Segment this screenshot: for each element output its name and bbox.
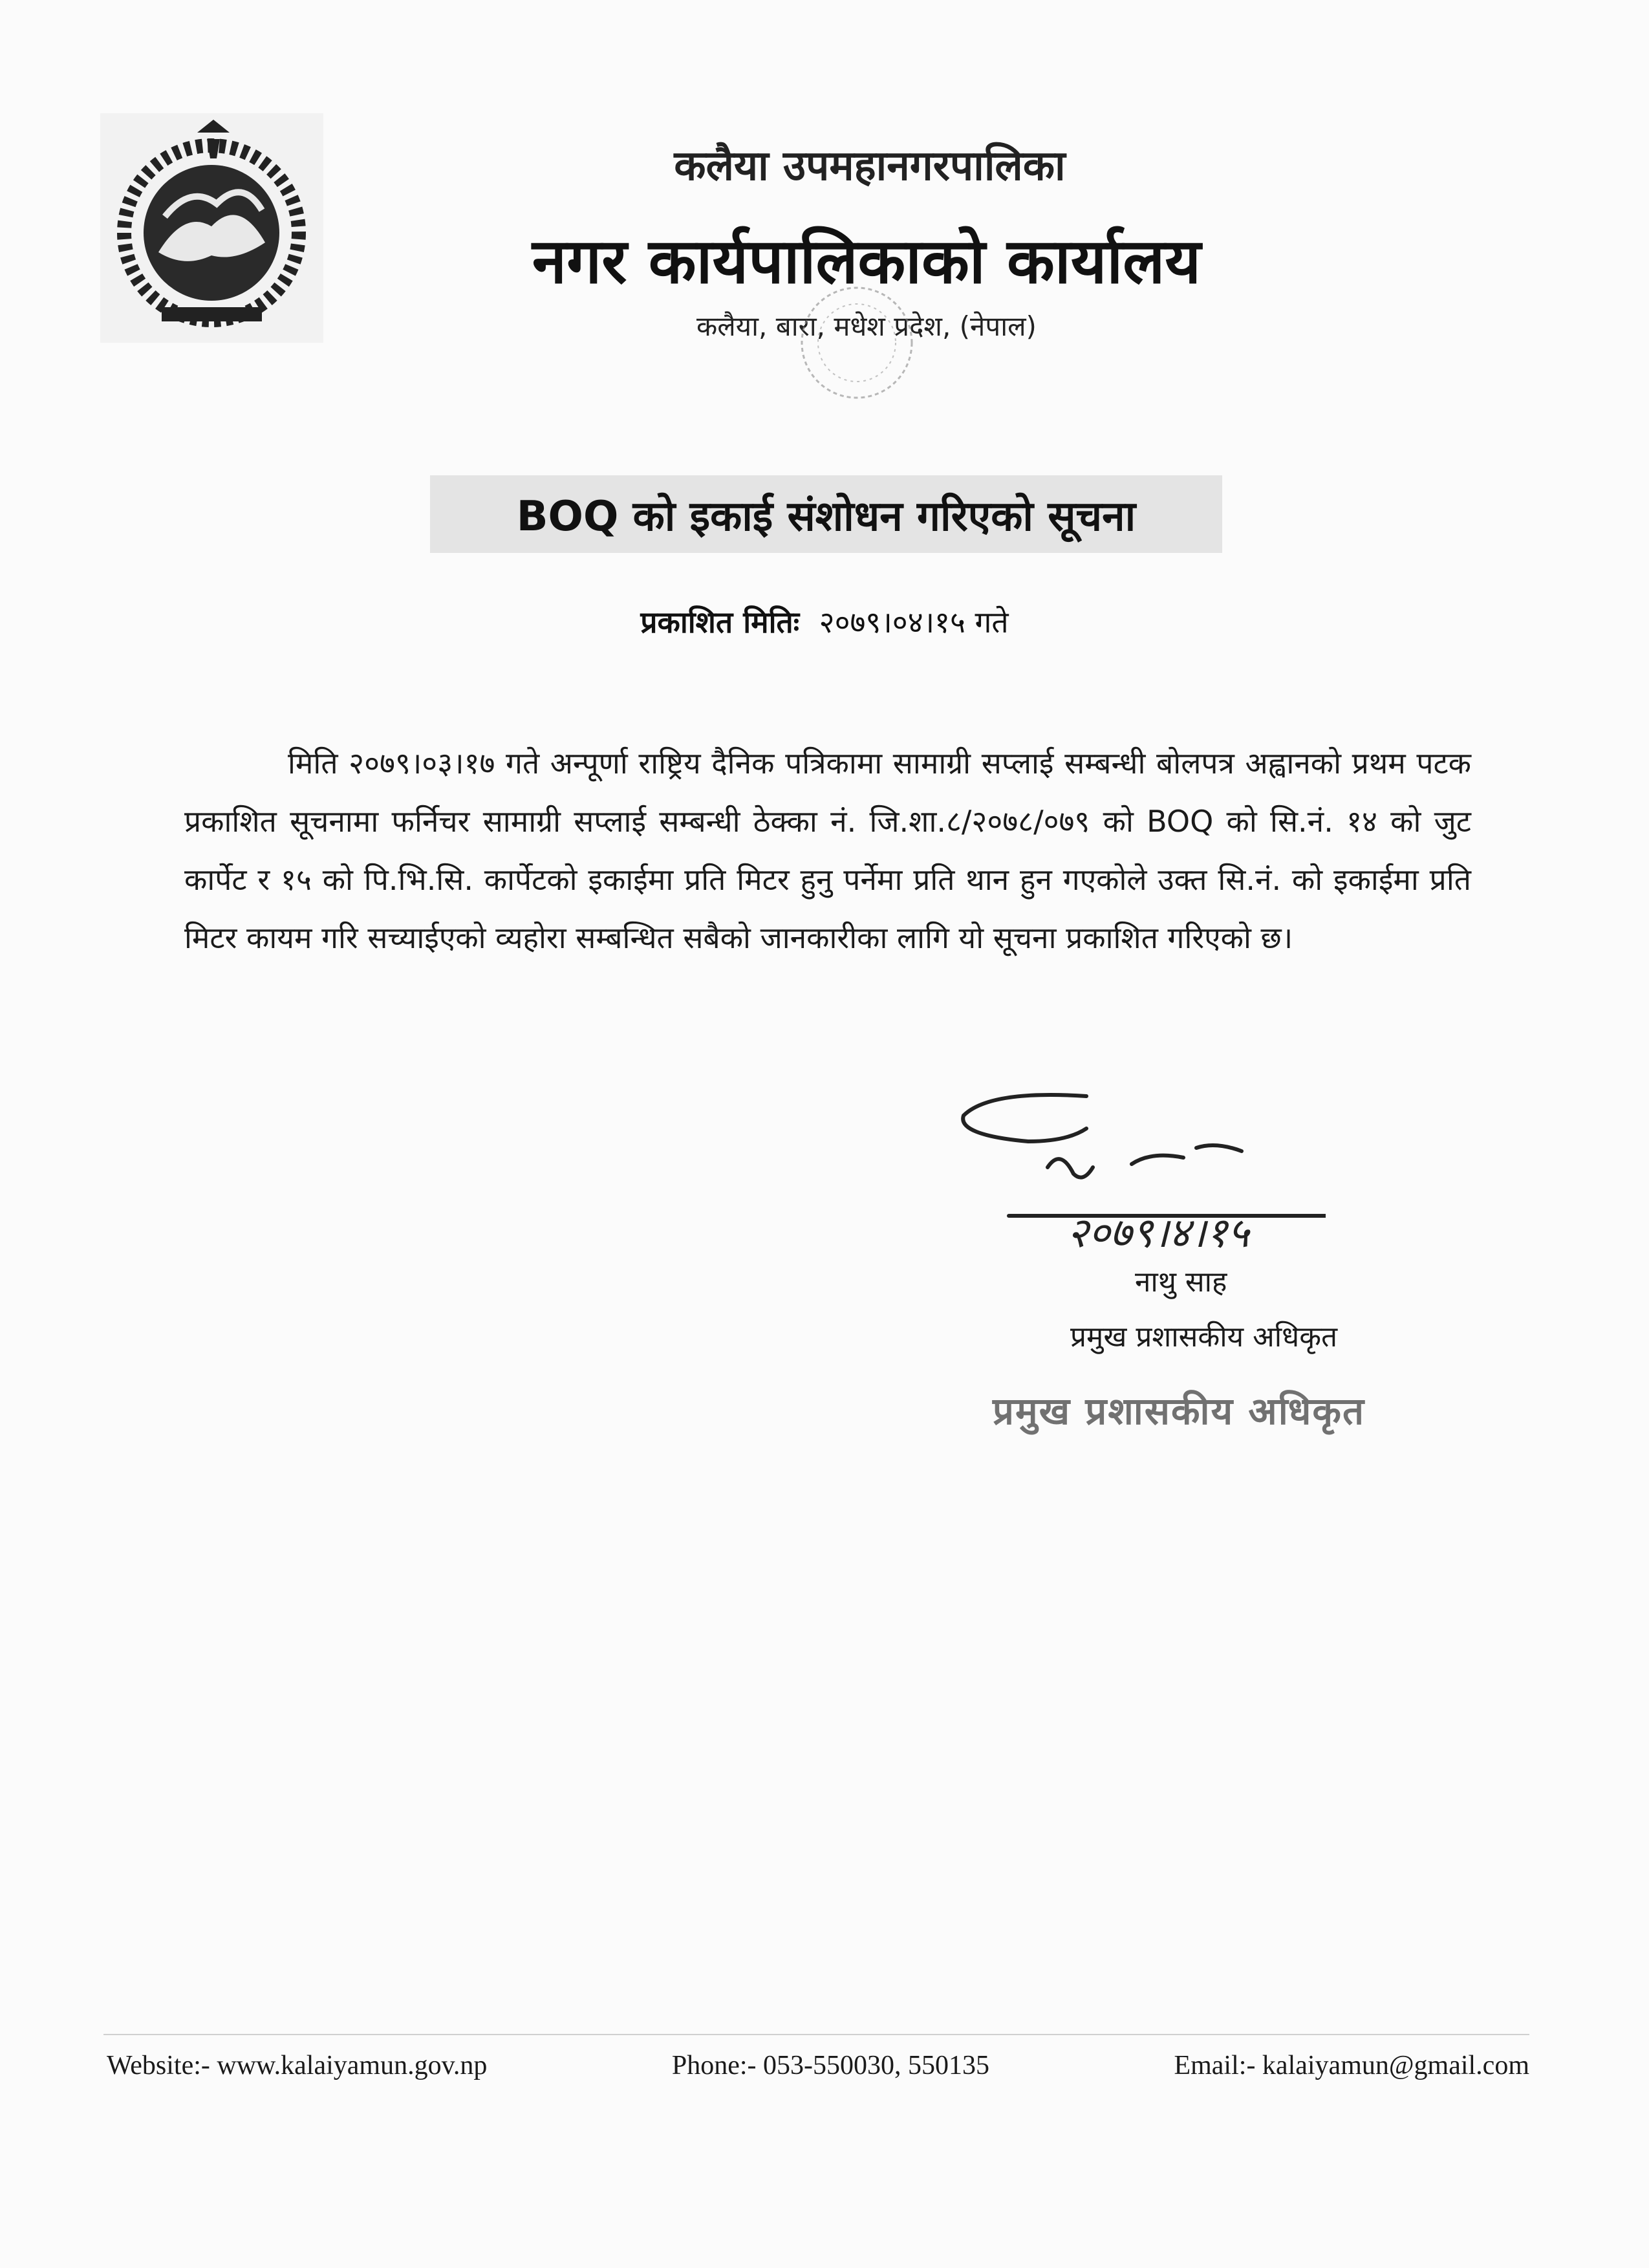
footer-email: Email:- kalaiyamun@gmail.com [1174,2051,1529,2080]
publication-date-label: प्रकाशित मितिः [640,605,800,640]
signature-date: २०७९।४।१५ [1067,1209,1249,1257]
office-name: नगर कार्यपालिकाको कार्यालय [532,225,1202,297]
round-seal-icon [792,278,921,407]
signature-mark [938,1070,1326,1284]
footer-divider [103,2034,1529,2035]
municipality-name: कलैया उपमहानगरपालिका [674,142,1066,190]
notice-title: BOQ को इकाई संशोधन गरिएको सूचना [430,475,1222,553]
footer-website: Website:- www.kalaiyamun.gov.np [107,2051,488,2080]
designation-stamp: प्रमुख प्रशासकीय अधिकृत [993,1389,1366,1433]
publication-date [0,601,1649,642]
signatory-name: नाथु साह [1135,1266,1227,1299]
office-address: कलैया, बारा, मधेश प्रदेश, (नेपाल) [696,310,1037,342]
footer [107,2050,1529,2081]
notice-body: मिति २०७९।०३।१७ गते अन्पूर्णा राष्ट्रिय दैनिक पत्रिकामा सामाग्री सप्लाई सम्बन्धी बोलपत्र अह्वानको प्रथम पटक प्रकाशित सूचनामा फर्निचर सामाग्री सप्लाई सम्बन्धी ठेक्का नं. जि.शा.८/२०७८/०७९ को BOQ को सि.नं. १४ को जुट कार्पेट र १५ को पि.भि.सि. कार्पेटको इकाईमा प्रति मिटर हुनु पर्नेमा प्रति थान हुन गएकोले उक्त सि.नं. को इकाईमा प्रति मिटर कायम गरि सच्याईएको व्यहोरा सम्बन्धित सबैको जानकारीका लागि यो सूचना प्रकाशित गरिएको छ। [184,746,1471,955]
publication-date-value: २०७९।०४।१५ गते [819,605,1009,640]
signatory-designation: प्रमुख प्रशासकीय अधिकृत [1070,1321,1338,1354]
footer-phone: Phone:- 053-550030, 550135 [671,2051,989,2080]
